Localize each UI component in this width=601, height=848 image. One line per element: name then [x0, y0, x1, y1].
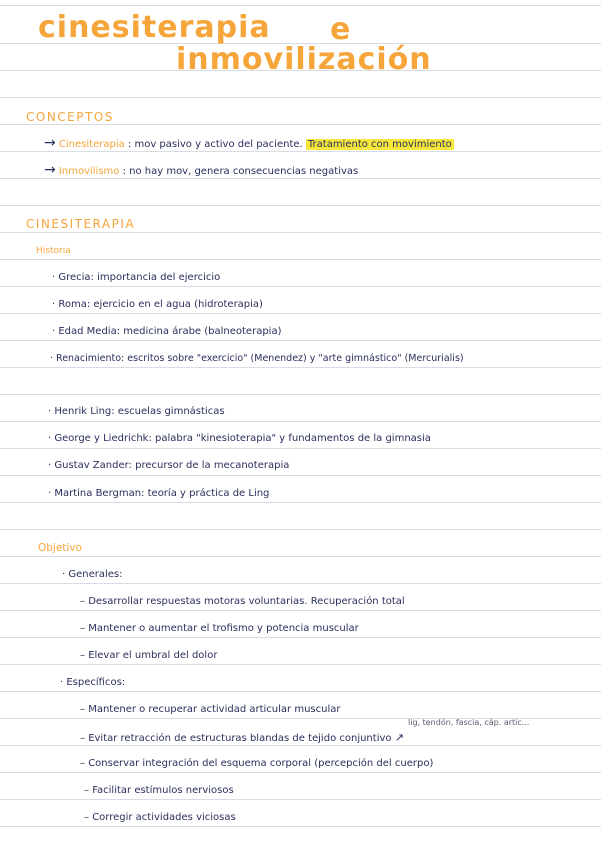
title-line2: inmovilización [176, 42, 432, 77]
dash-icon: – [84, 785, 89, 796]
especificos-label: · Específicos: [60, 677, 126, 688]
dash-icon: – [80, 704, 85, 715]
list-item: · Martina Bergman: teoría y práctica de Ling [48, 488, 270, 499]
list-item [80, 623, 359, 634]
title-conjunction: e [330, 12, 352, 47]
subheading-objetivo: Objetivo [38, 542, 82, 554]
list-item: · George y Liedrichk: palabra "kinesioterapia" y fundamentos de la gimnasia [48, 433, 431, 444]
list-item: · Gustav Zander: precursor de la mecanoterapia [48, 460, 290, 471]
dash-icon: – [80, 758, 85, 769]
list-item-text: Mantener o aumentar el trofismo y potencia muscular [88, 623, 359, 634]
concept-text: : no hay mov, genera consecuencias negativas [122, 166, 359, 177]
list-item [80, 758, 433, 769]
list-item [80, 596, 405, 607]
section-heading-cinesiterapia: CINESITERAPIA [26, 217, 136, 231]
list-item: · Roma: ejercicio en el agua (hidroterapia) [52, 299, 263, 310]
list-item-text: Corregir actividades viciosas [92, 812, 236, 823]
arrow-icon: → [44, 135, 56, 151]
dash-icon: – [80, 623, 85, 634]
dash-icon: – [80, 650, 85, 661]
concept-highlight: Tratamiento con movimiento [307, 139, 452, 150]
concept-term: Cinesiterapia [58, 139, 125, 150]
list-item-text: Desarrollar respuestas motoras voluntarias. Recuperación total [88, 596, 405, 607]
concept-item [44, 162, 358, 178]
list-item [80, 650, 217, 661]
concept-text: : mov pasivo y activo del paciente. [127, 139, 303, 150]
generales-label: · Generales: [62, 569, 123, 580]
list-item [84, 812, 236, 823]
subheading-historia: Historia [36, 246, 71, 256]
list-item [80, 704, 340, 715]
list-item: · Grecia: importancia del ejercicio [52, 272, 221, 283]
dash-icon: – [80, 596, 85, 607]
list-item [80, 731, 404, 744]
concept-item [44, 135, 454, 151]
list-item-text: Conservar integración del esquema corporal (percepción del cuerpo) [88, 758, 434, 769]
arrow-icon: ↗ [394, 731, 404, 744]
dash-icon: – [84, 812, 89, 823]
list-item [84, 785, 234, 796]
dash-icon: – [80, 733, 85, 744]
section-heading-conceptos: CONCEPTOS [26, 110, 114, 124]
list-item: · Edad Media: medicina árabe (balneoterapia) [52, 326, 282, 337]
list-item-text: Elevar el umbral del dolor [88, 650, 218, 661]
side-note: lig, tendón, fascia, cáp. artic... [408, 718, 530, 727]
list-item: · Henrik Ling: escuelas gimnásticas [48, 406, 225, 417]
title-line1: cinesiterapia [38, 10, 271, 45]
arrow-icon: → [44, 162, 56, 178]
concept-term: Inmovilismo [58, 166, 120, 177]
list-item-text: Mantener o recuperar actividad articular muscular [88, 704, 341, 715]
list-item-text: Facilitar estímulos nerviosos [92, 785, 234, 796]
list-item-text: Evitar retracción de estructuras blandas de tejido conjuntivo [88, 733, 392, 744]
list-item: · Renacimiento: escritos sobre "exercicio" (Menendez) y "arte gimnástico" (Mercurialis) [50, 353, 464, 364]
